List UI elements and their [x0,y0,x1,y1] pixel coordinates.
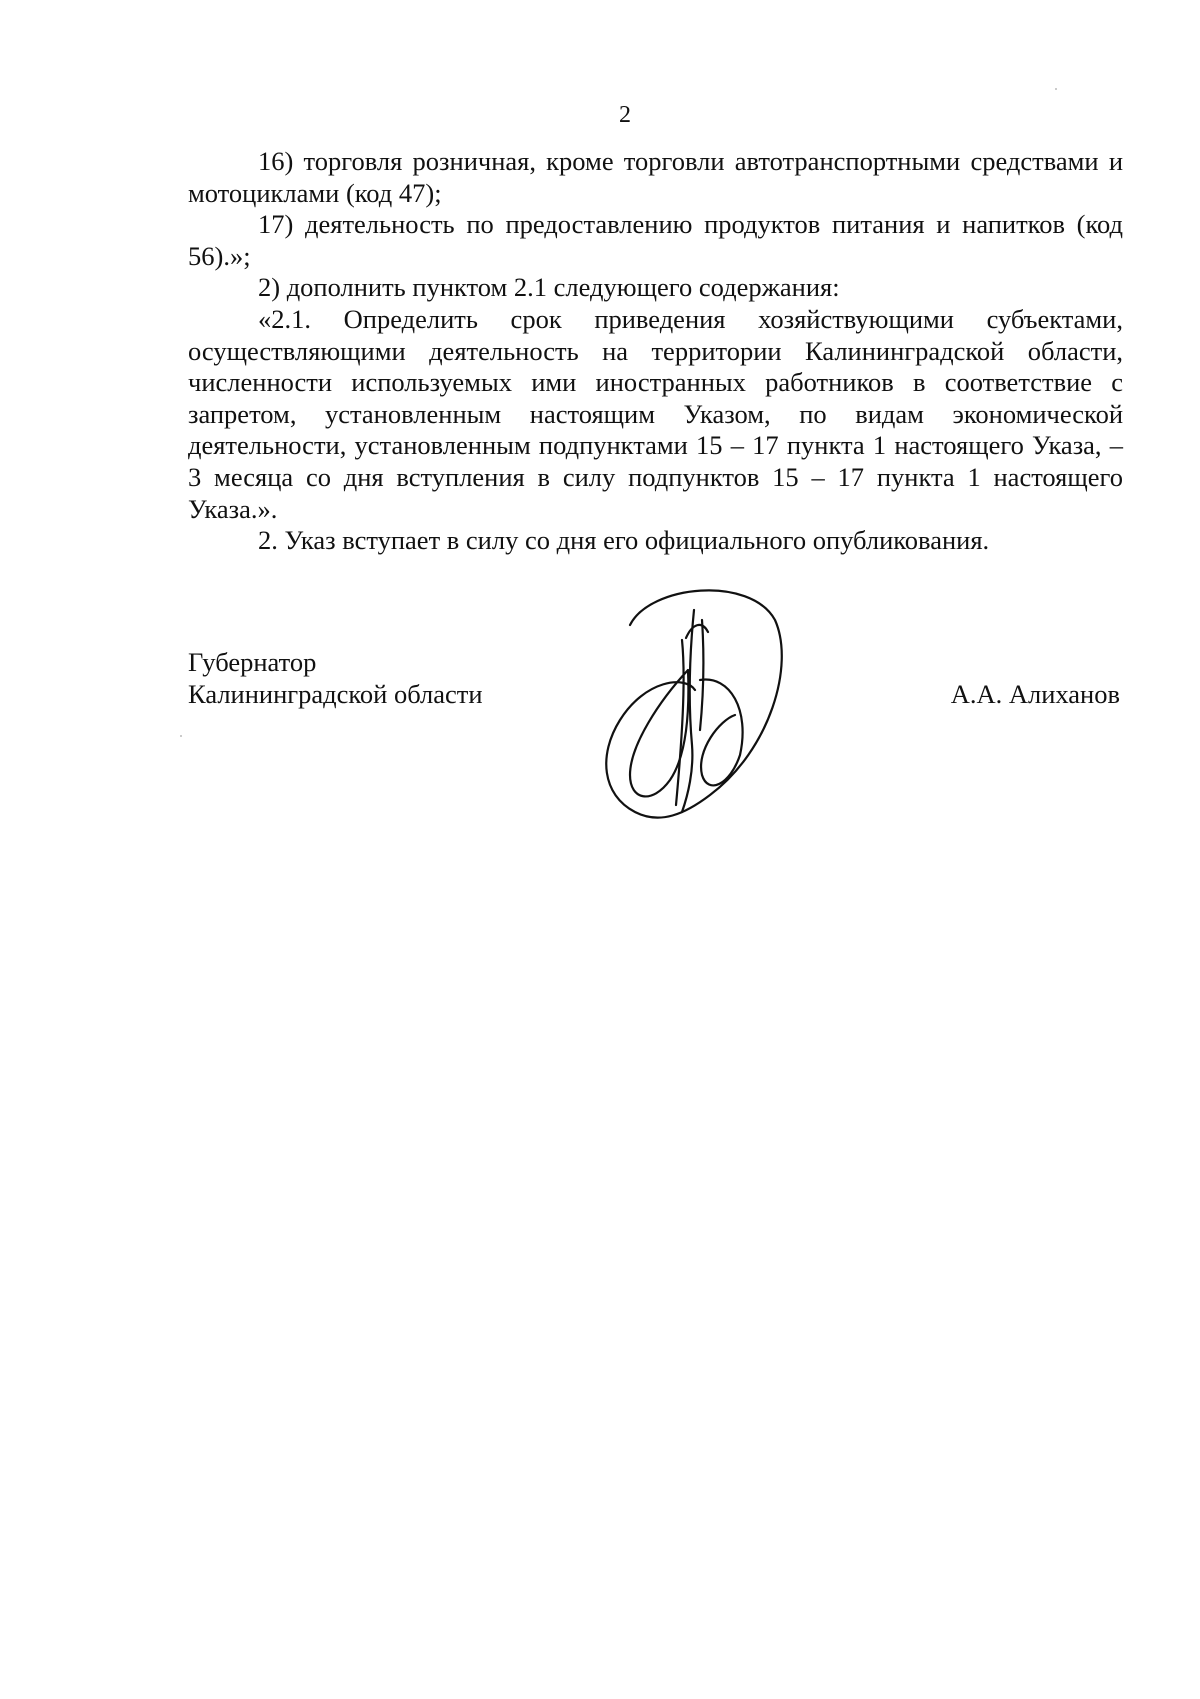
signatory-position [188,646,483,710]
scan-speck [1055,88,1057,90]
signatory-position-line1: Губернатор [188,647,317,677]
document-body [188,146,1123,557]
paragraph-clause-2-1: «2.1. Определить срок приведения хозяйствующими субъектами, осуществляющими деятельность на территории Калининградской области, численности используемых ими иностранных работников в соответствие с запретом, установленным настоящим Указом, по видам экономической деятельности, установленным подпунктами 15 – 17 пункта 1 настоящего Указа, – 3 месяца со дня вступления в силу подпунктов 15 – 17 пункта 1 настоящего Указа.». [188,303,1123,524]
page-number: 2 [619,102,631,128]
handwritten-signature-icon [590,580,800,830]
paragraph-item-16: 16) торговля розничная, кроме торговли автотранспортными средствами и мотоциклами (код 47); [188,146,1123,208]
paragraph-entry-into-force: 2. Указ вступает в силу со дня его официального опубликования. [258,525,990,556]
paragraph-amendment-2: 2) дополнить пунктом 2.1 следующего содержания: [258,272,840,303]
scan-speck [180,735,182,737]
paragraph-item-17: 17) деятельность по предоставлению продуктов питания и напитков (код 56).»; [188,209,1123,271]
signature-block [0,580,1200,840]
signatory-position-line2: Калининградской области [188,679,483,709]
signatory-name: А.А. Алиханов [950,679,1120,709]
